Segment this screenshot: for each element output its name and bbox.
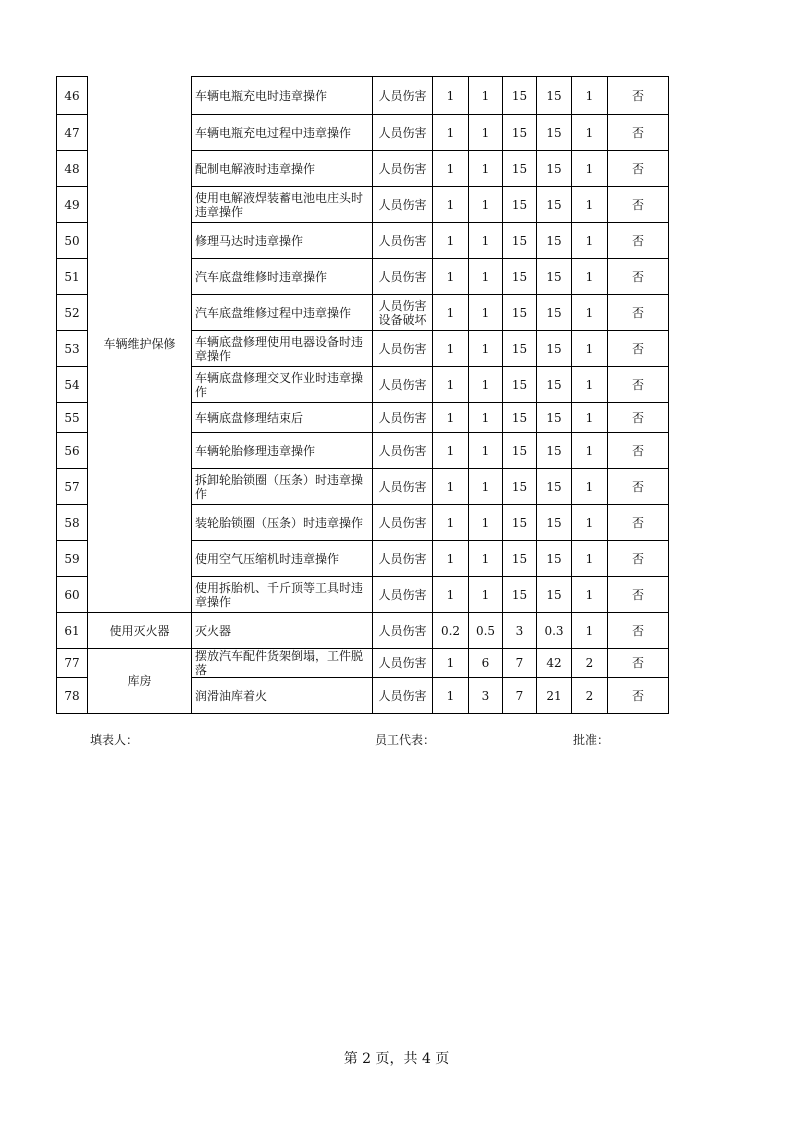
flag-cell: 否 bbox=[608, 649, 669, 678]
score-value: 15 bbox=[537, 187, 572, 223]
score-value: 0.3 bbox=[537, 613, 572, 649]
category-cell: 使用灭火器 bbox=[88, 613, 192, 649]
score-value: 15 bbox=[503, 433, 537, 469]
hazard-description: 车辆电瓶充电时违章操作 bbox=[192, 77, 373, 115]
row-number: 56 bbox=[57, 433, 88, 469]
harm-type: 人员伤害 设备破坏 bbox=[373, 295, 433, 331]
score-value: 3 bbox=[503, 613, 537, 649]
harm-type: 人员伤害 bbox=[373, 151, 433, 187]
flag-cell: 否 bbox=[608, 613, 669, 649]
score-value: 15 bbox=[503, 469, 537, 505]
score-value: 1 bbox=[572, 367, 608, 403]
filler-label: 填表人： bbox=[90, 733, 139, 747]
score-value: 1 bbox=[433, 541, 469, 577]
score-value: 1 bbox=[572, 331, 608, 367]
hazard-description: 使用空气压缩机时违章操作 bbox=[192, 541, 373, 577]
score-value: 1 bbox=[469, 541, 503, 577]
harm-type: 人员伤害 bbox=[373, 115, 433, 151]
harm-type: 人员伤害 bbox=[373, 541, 433, 577]
score-value: 1 bbox=[433, 151, 469, 187]
score-value: 15 bbox=[503, 295, 537, 331]
score-value: 7 bbox=[503, 649, 537, 678]
row-number: 49 bbox=[57, 187, 88, 223]
score-value: 15 bbox=[503, 77, 537, 115]
score-value: 15 bbox=[537, 577, 572, 613]
flag-cell: 否 bbox=[608, 678, 669, 714]
hazard-description: 使用电解液焊装蓄电池电庄头时违章操作 bbox=[192, 187, 373, 223]
flag-cell: 否 bbox=[608, 331, 669, 367]
row-number: 50 bbox=[57, 223, 88, 259]
score-value: 1 bbox=[572, 259, 608, 295]
score-value: 1 bbox=[469, 295, 503, 331]
score-value: 15 bbox=[503, 577, 537, 613]
table-row bbox=[57, 649, 669, 678]
page-footer: 第 2 页，共 4 页 bbox=[343, 1051, 450, 1067]
flag-cell: 否 bbox=[608, 367, 669, 403]
row-number: 77 bbox=[57, 649, 88, 678]
hazard-description: 灭火器 bbox=[192, 613, 373, 649]
table-row bbox=[57, 613, 669, 649]
score-value: 6 bbox=[469, 649, 503, 678]
score-value: 1 bbox=[469, 403, 503, 433]
harm-type: 人员伤害 bbox=[373, 77, 433, 115]
row-number: 58 bbox=[57, 505, 88, 541]
score-value: 1 bbox=[433, 77, 469, 115]
harm-type: 人员伤害 bbox=[373, 469, 433, 505]
flag-cell: 否 bbox=[608, 223, 669, 259]
flag-cell: 否 bbox=[608, 187, 669, 223]
score-value: 3 bbox=[469, 678, 503, 714]
score-value: 1 bbox=[433, 187, 469, 223]
harm-type: 人员伤害 bbox=[373, 577, 433, 613]
flag-cell: 否 bbox=[608, 259, 669, 295]
score-value: 1 bbox=[469, 77, 503, 115]
score-value: 1 bbox=[469, 577, 503, 613]
score-value: 1 bbox=[433, 678, 469, 714]
row-number: 54 bbox=[57, 367, 88, 403]
hazard-description: 摆放汽车配件货架倒塌，工件脱落 bbox=[192, 649, 373, 678]
score-value: 1 bbox=[469, 115, 503, 151]
row-number: 55 bbox=[57, 403, 88, 433]
score-value: 1 bbox=[572, 223, 608, 259]
flag-cell: 否 bbox=[608, 469, 669, 505]
flag-cell: 否 bbox=[608, 115, 669, 151]
score-value: 1 bbox=[469, 367, 503, 403]
table-row bbox=[57, 77, 669, 115]
score-value: 1 bbox=[572, 433, 608, 469]
score-value: 1 bbox=[572, 577, 608, 613]
score-value: 15 bbox=[537, 295, 572, 331]
harm-type: 人员伤害 bbox=[373, 331, 433, 367]
risk-table bbox=[56, 76, 669, 714]
score-value: 15 bbox=[537, 151, 572, 187]
row-number: 53 bbox=[57, 331, 88, 367]
hazard-description: 使用拆胎机、千斤顶等工具时违章操作 bbox=[192, 577, 373, 613]
hazard-description: 配制电解液时违章操作 bbox=[192, 151, 373, 187]
score-value: 1 bbox=[469, 331, 503, 367]
score-value: 15 bbox=[503, 115, 537, 151]
harm-type: 人员伤害 bbox=[373, 649, 433, 678]
score-value: 15 bbox=[537, 469, 572, 505]
harm-type: 人员伤害 bbox=[373, 259, 433, 295]
score-value: 15 bbox=[537, 331, 572, 367]
score-value: 1 bbox=[469, 223, 503, 259]
score-value: 15 bbox=[503, 187, 537, 223]
score-value: 15 bbox=[537, 433, 572, 469]
approval-label: 批准： bbox=[573, 733, 610, 747]
flag-cell: 否 bbox=[608, 403, 669, 433]
score-value: 15 bbox=[537, 403, 572, 433]
score-value: 1 bbox=[433, 331, 469, 367]
harm-type: 人员伤害 bbox=[373, 223, 433, 259]
score-value: 15 bbox=[503, 259, 537, 295]
score-value: 15 bbox=[503, 223, 537, 259]
score-value: 15 bbox=[537, 115, 572, 151]
hazard-description: 润滑油库着火 bbox=[192, 678, 373, 714]
harm-type: 人员伤害 bbox=[373, 367, 433, 403]
hazard-description: 拆卸轮胎锁圈（压条）时违章操作 bbox=[192, 469, 373, 505]
category-cell: 库房 bbox=[88, 649, 192, 714]
row-number: 57 bbox=[57, 469, 88, 505]
score-value: 2 bbox=[572, 678, 608, 714]
score-value: 42 bbox=[537, 649, 572, 678]
flag-cell: 否 bbox=[608, 77, 669, 115]
score-value: 15 bbox=[503, 403, 537, 433]
score-value: 1 bbox=[572, 613, 608, 649]
score-value: 1 bbox=[469, 151, 503, 187]
score-value: 0.2 bbox=[433, 613, 469, 649]
row-number: 51 bbox=[57, 259, 88, 295]
row-number: 61 bbox=[57, 613, 88, 649]
hazard-description: 修理马达时违章操作 bbox=[192, 223, 373, 259]
score-value: 1 bbox=[469, 469, 503, 505]
score-value: 1 bbox=[572, 403, 608, 433]
score-value: 15 bbox=[537, 505, 572, 541]
score-value: 1 bbox=[572, 77, 608, 115]
score-value: 2 bbox=[572, 649, 608, 678]
flag-cell: 否 bbox=[608, 577, 669, 613]
hazard-description: 车辆底盘修理交叉作业时违章操作 bbox=[192, 367, 373, 403]
score-value: 1 bbox=[572, 541, 608, 577]
row-number: 60 bbox=[57, 577, 88, 613]
score-value: 1 bbox=[433, 469, 469, 505]
flag-cell: 否 bbox=[608, 541, 669, 577]
score-value: 1 bbox=[572, 505, 608, 541]
score-value: 21 bbox=[537, 678, 572, 714]
score-value: 1 bbox=[433, 403, 469, 433]
score-value: 1 bbox=[572, 469, 608, 505]
score-value: 1 bbox=[572, 115, 608, 151]
score-value: 1 bbox=[469, 505, 503, 541]
score-value: 1 bbox=[433, 115, 469, 151]
score-value: 1 bbox=[469, 187, 503, 223]
score-value: 15 bbox=[503, 505, 537, 541]
row-number: 52 bbox=[57, 295, 88, 331]
hazard-description: 车辆电瓶充电过程中违章操作 bbox=[192, 115, 373, 151]
score-value: 15 bbox=[537, 367, 572, 403]
score-value: 1 bbox=[469, 433, 503, 469]
hazard-description: 车辆底盘修理结束后 bbox=[192, 403, 373, 433]
hazard-description: 装轮胎锁圈（压条）时违章操作 bbox=[192, 505, 373, 541]
hazard-description: 车辆轮胎修理违章操作 bbox=[192, 433, 373, 469]
harm-type: 人员伤害 bbox=[373, 505, 433, 541]
score-value: 7 bbox=[503, 678, 537, 714]
harm-type: 人员伤害 bbox=[373, 433, 433, 469]
score-value: 15 bbox=[503, 331, 537, 367]
harm-type: 人员伤害 bbox=[373, 613, 433, 649]
score-value: 15 bbox=[537, 77, 572, 115]
harm-type: 人员伤害 bbox=[373, 403, 433, 433]
score-value: 1 bbox=[433, 367, 469, 403]
score-value: 1 bbox=[572, 295, 608, 331]
row-number: 47 bbox=[57, 115, 88, 151]
score-value: 15 bbox=[503, 151, 537, 187]
hazard-description: 车辆底盘修理使用电器设备时违章操作 bbox=[192, 331, 373, 367]
flag-cell: 否 bbox=[608, 505, 669, 541]
score-value: 1 bbox=[469, 259, 503, 295]
score-value: 15 bbox=[503, 367, 537, 403]
category-cell: 车辆维护保修 bbox=[88, 77, 192, 613]
flag-cell: 否 bbox=[608, 433, 669, 469]
row-number: 59 bbox=[57, 541, 88, 577]
flag-cell: 否 bbox=[608, 151, 669, 187]
flag-cell: 否 bbox=[608, 295, 669, 331]
score-value: 1 bbox=[433, 577, 469, 613]
score-value: 1 bbox=[433, 223, 469, 259]
row-number: 78 bbox=[57, 678, 88, 714]
score-value: 1 bbox=[433, 433, 469, 469]
score-value: 1 bbox=[433, 649, 469, 678]
employee-rep-label: 员工代表： bbox=[375, 733, 436, 747]
hazard-description: 汽车底盘维修时违章操作 bbox=[192, 259, 373, 295]
score-value: 1 bbox=[572, 187, 608, 223]
score-value: 15 bbox=[537, 259, 572, 295]
hazard-description: 汽车底盘维修过程中违章操作 bbox=[192, 295, 373, 331]
row-number: 46 bbox=[57, 77, 88, 115]
row-number: 48 bbox=[57, 151, 88, 187]
harm-type: 人员伤害 bbox=[373, 678, 433, 714]
score-value: 1 bbox=[433, 505, 469, 541]
harm-type: 人员伤害 bbox=[373, 187, 433, 223]
score-value: 1 bbox=[433, 295, 469, 331]
score-value: 15 bbox=[537, 223, 572, 259]
score-value: 1 bbox=[572, 151, 608, 187]
score-value: 0.5 bbox=[469, 613, 503, 649]
score-value: 15 bbox=[537, 541, 572, 577]
score-value: 15 bbox=[503, 541, 537, 577]
score-value: 1 bbox=[433, 259, 469, 295]
